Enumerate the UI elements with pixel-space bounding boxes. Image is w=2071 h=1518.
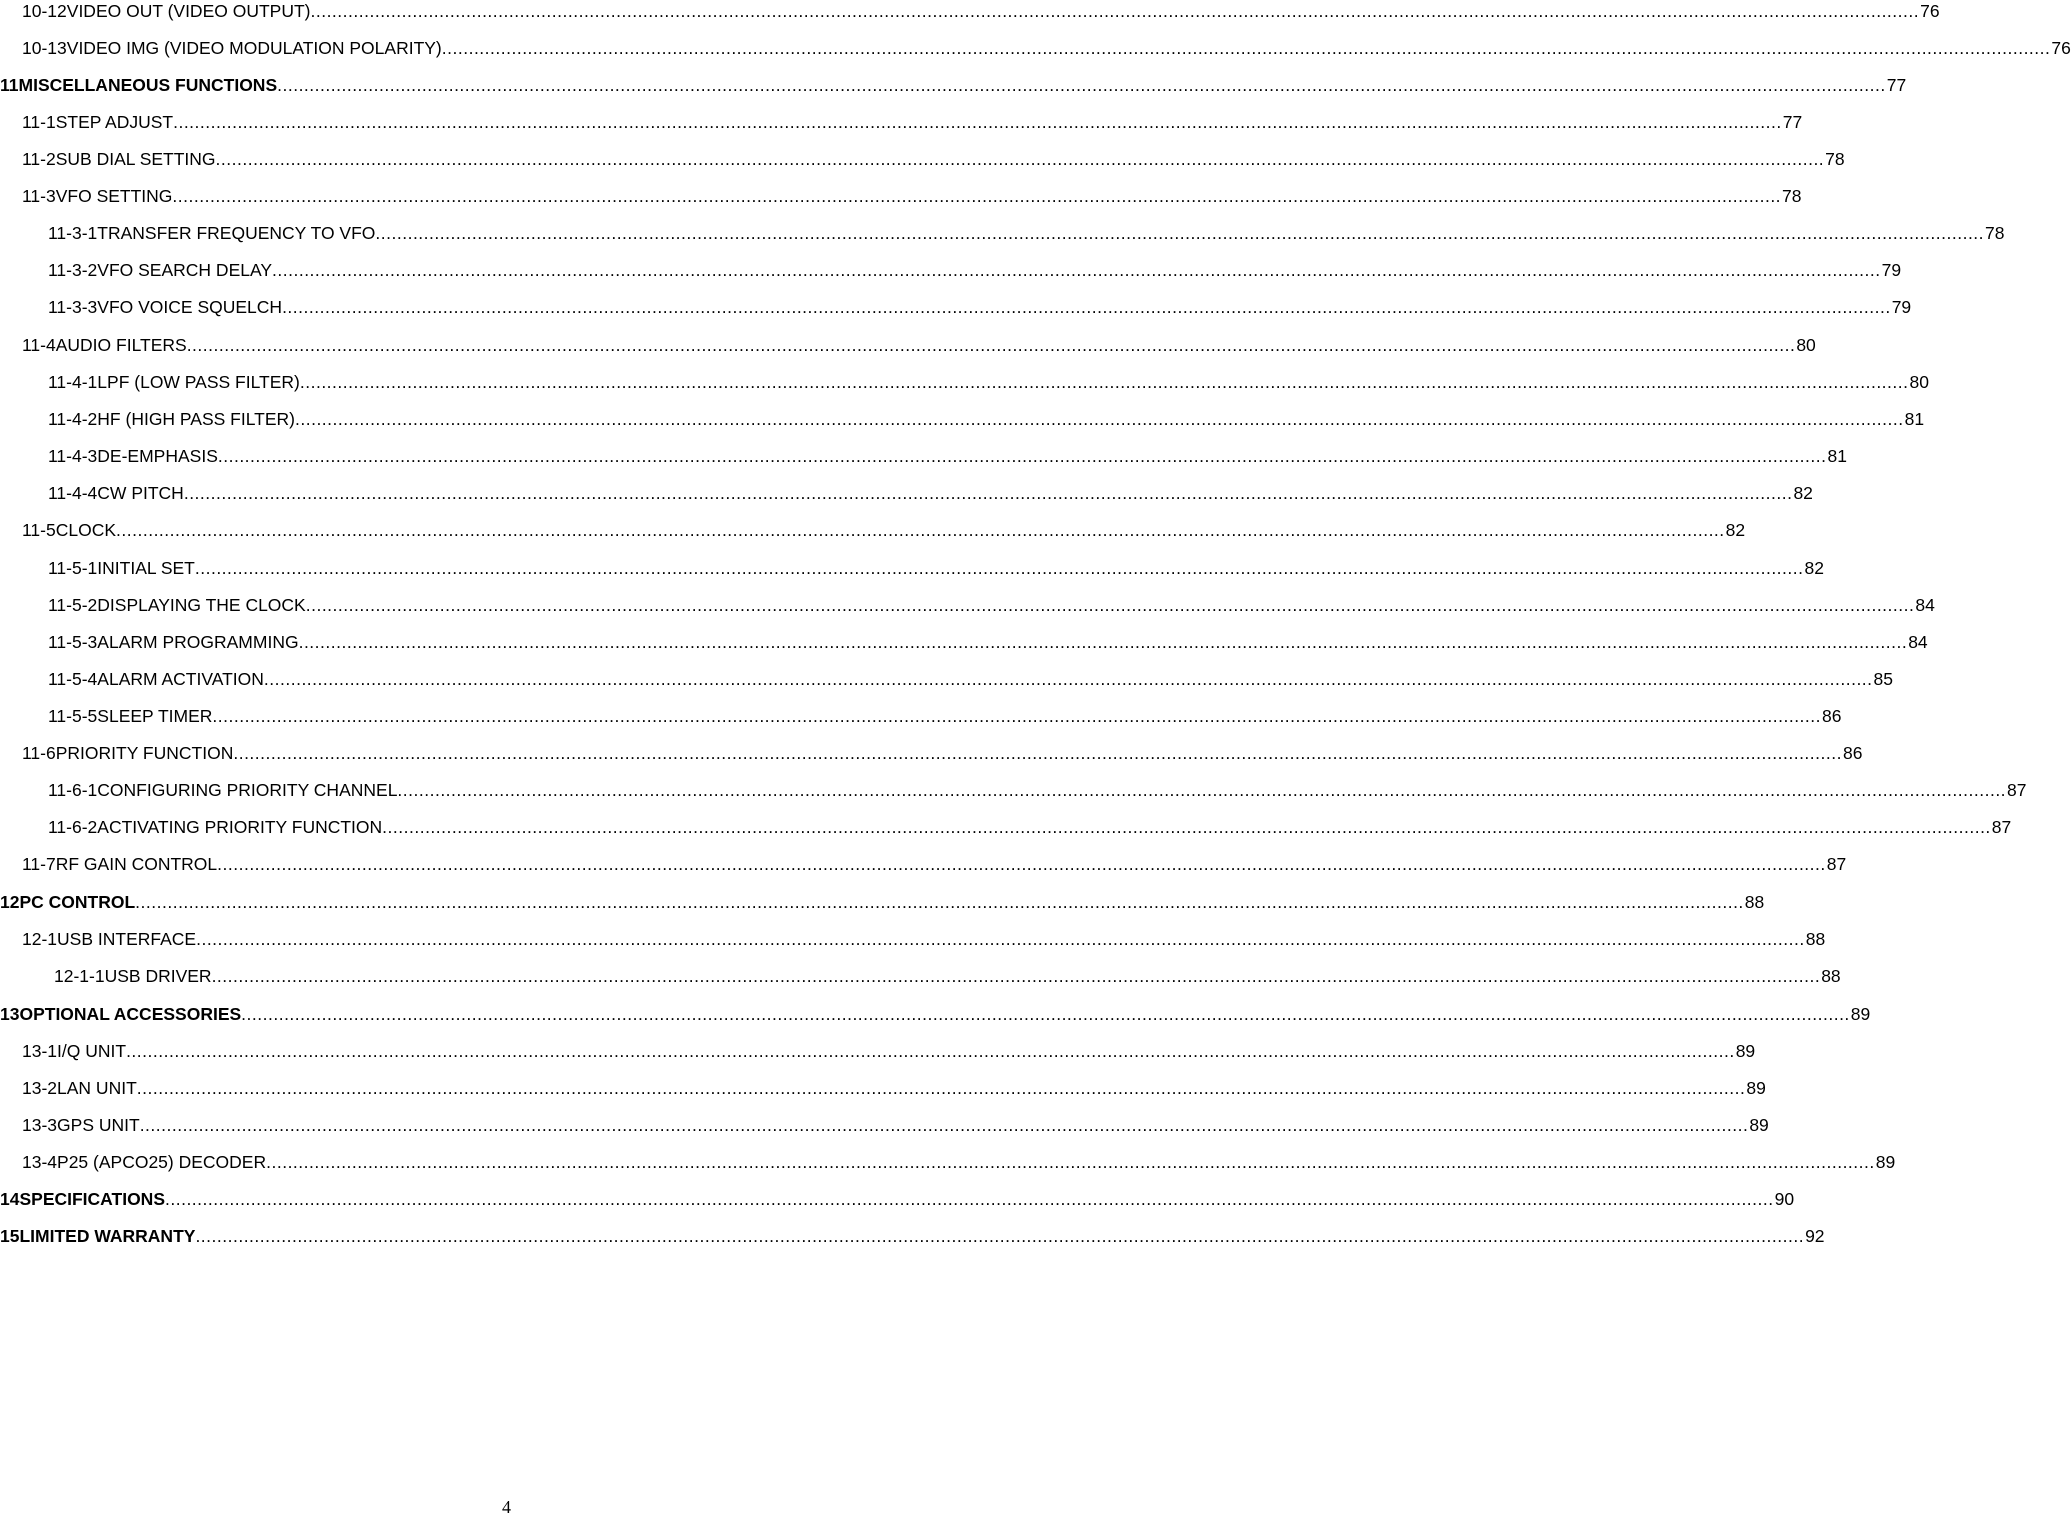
toc-entry-number: 11-6-1 [48,780,98,800]
toc-subentry[interactable] [48,297,1912,334]
toc-leader-dots: ............................................................................................................................................................................................................................................................................................................ [165,1189,1774,1209]
toc-entry-title: ACTIVATING PRIORITY FUNCTION [97,817,383,837]
toc-leader-dots: ............................................................................................................................................................................................................................................................................................................ [233,743,1842,763]
toc-entry-number: 11-5-2 [48,595,98,615]
toc-chapter-entry[interactable] [0,1189,1795,1226]
toc-entry-number: 11-6-2 [48,817,98,837]
toc-entry-number: 11 [0,75,19,95]
toc-entry[interactable] [22,929,1826,966]
toc-leader-dots: ............................................................................................................................................................................................................................................................................................................ [299,372,1909,392]
toc-entry-page: 80 [1909,372,1929,392]
toc-subentry[interactable] [48,669,1893,706]
toc-entry-number: 11-3-1 [48,223,98,243]
toc-entry-page: 88 [1805,929,1826,949]
toc-leader-dots: ............................................................................................................................................................................................................................................................................................................ [310,1,1920,21]
toc-entry-page: 89 [1749,1115,1769,1135]
toc-entry-page: 86 [1822,706,1842,726]
toc-subentry[interactable] [48,409,1925,446]
toc-entry-page: 90 [1774,1189,1795,1209]
toc-entry-title: CW PITCH [97,483,184,503]
toc-entry-number: 10-13 [22,38,67,58]
toc-subentry[interactable] [48,483,1813,520]
toc-entry-title: SUB DIAL SETTING [55,149,216,169]
toc-entry-page: 79 [1881,260,1902,280]
toc-leader-dots: ............................................................................................................................................................................................................................................................................................................ [217,446,1827,466]
toc-entry[interactable] [22,149,1845,186]
toc-entry-page: 89 [1746,1078,1766,1098]
toc-entry-title: STEP ADJUST [55,112,174,132]
toc-entry-title: CLOCK [55,520,117,540]
toc-leader-dots: ............................................................................................................................................................................................................................................................................................................ [305,595,1915,615]
toc-chapter-entry[interactable] [0,1004,1871,1041]
toc-entry[interactable] [22,743,1863,780]
toc-entry-page: 84 [1915,595,1935,615]
toc-entry-number: 11-4-1 [48,372,98,392]
toc-entry-page: 78 [1825,149,1845,169]
toc-entry-number: 13-1 [22,1041,58,1061]
toc-entry[interactable] [22,520,1746,557]
toc-entry[interactable] [22,112,1803,149]
toc-leader-dots: ............................................................................................................................................................................................................................................................................................................ [136,1078,1746,1098]
toc-entry[interactable] [22,854,1847,891]
toc-leader-dots: ............................................................................................................................................................................................................................................................................................................ [183,483,1793,503]
toc-entry-number: 11-5-4 [48,669,98,689]
toc-entry-number: 11-4-3 [48,446,98,466]
toc-entry-page: 88 [1744,892,1765,912]
toc-entry-title: GPS UNIT [57,1115,140,1135]
toc-entry-page: 80 [1796,335,1816,355]
toc-entry-number: 11-7 [22,854,56,874]
toc-entry-title: LIMITED WARRANTY [19,1226,196,1246]
toc-entry-title: DE-EMPHASIS [97,446,218,466]
toc-entry-page: 76 [2051,38,2071,58]
toc-entry-page: 92 [1805,1226,1825,1246]
toc-entry-title: SLEEP TIMER [97,706,213,726]
toc-entry-number: 13-3 [22,1115,58,1135]
toc-leader-dots: ............................................................................................................................................................................................................................................................................................................ [186,335,1796,355]
toc-chapter-entry[interactable] [0,75,1907,112]
toc-entry-page: 82 [1725,520,1746,540]
toc-entry-page: 82 [1804,558,1824,578]
toc-entry-page: 79 [1891,297,1912,317]
toc-entry-page: 87 [1826,854,1847,874]
toc-subentry[interactable] [48,780,2027,817]
toc-leader-dots: ............................................................................................................................................................................................................................................................................................................ [173,112,1782,132]
toc-entry-number: 11-5-1 [48,558,98,578]
toc-entry-title: VFO VOICE SQUELCH [97,297,283,317]
toc-entry-number: 11-6 [22,743,56,763]
toc-entry-title: VFO SETTING [55,186,173,206]
toc-entry-title: MISCELLANEOUS FUNCTIONS [18,75,278,95]
toc-entry-number: 11-5 [22,520,56,540]
toc-entry-title: AUDIO FILTERS [55,335,187,355]
toc-entry-number: 11-2 [22,149,56,169]
toc-leader-dots: ............................................................................................................................................................................................................................................................................................................ [139,1115,1749,1135]
toc-entry-number: 11-5-5 [48,706,98,726]
toc-leader-dots: ............................................................................................................................................................................................................................................................................................................ [116,520,1725,540]
toc-entry-page: 78 [1985,223,2005,243]
toc-entry-title: DISPLAYING THE CLOCK [97,595,306,615]
toc-subentry[interactable] [48,817,2012,854]
toc-entry-title: PC CONTROL [19,892,136,912]
toc-subentry[interactable] [48,632,1928,669]
toc-leader-dots: ............................................................................................................................................................................................................................................................................................................ [266,1152,1875,1172]
toc-entry-number: 13-2 [22,1078,58,1098]
toc-entry-page: 88 [1821,966,1841,986]
toc-entry-number: 11-3 [22,186,56,206]
toc-chapter-entry[interactable] [0,1226,1825,1263]
toc-entry-page: 77 [1886,75,1907,95]
toc-leader-dots: ............................................................................................................................................................................................................................................................................................................ [126,1041,1735,1061]
toc-entry-title: TRANSFER FREQUENCY TO VFO [97,223,376,243]
toc-entry-number: 13 [0,1004,20,1024]
toc-entry-title: VIDEO IMG (VIDEO MODULATION POLARITY) [66,38,442,58]
toc-entry-title: CONFIGURING PRIORITY CHANNEL [97,780,398,800]
toc-entry-page: 89 [1850,1004,1871,1024]
toc-chapter-entry[interactable] [0,892,1765,929]
toc-entry-title: LPF (LOW PASS FILTER) [97,372,300,392]
toc-entry-number: 11-1 [22,112,56,132]
toc-entry-number: 11-3-2 [48,260,98,280]
toc-entry-title: VIDEO OUT (VIDEO OUTPUT) [66,1,311,21]
toc-leader-dots: ............................................................................................................................................................................................................................................................................................................ [215,149,1825,169]
toc-entry-page: 87 [1991,817,2012,837]
toc-entry[interactable] [22,335,1816,372]
toc-leader-dots: ............................................................................................................................................................................................................................................................................................................ [397,780,2007,800]
toc-entry-number: 11-3-3 [48,297,98,317]
toc-leader-dots: ............................................................................................................................................................................................................................................................................................................ [194,558,1804,578]
toc-entry[interactable] [22,1115,1769,1152]
toc-entry-page: 86 [1842,743,1863,763]
toc-entry[interactable] [22,1152,1896,1189]
toc-entry-page: 76 [1920,1,1940,21]
toc-subentry[interactable] [48,558,1824,595]
toc-subentry[interactable] [48,372,1929,409]
toc-entry-page: 89 [1735,1041,1756,1061]
toc-subentry[interactable] [48,260,1902,297]
toc-entry-page: 78 [1782,186,1802,206]
toc-entry-page: 89 [1875,1152,1896,1172]
toc-entry-number: 11-5-3 [48,632,98,652]
toc-subentry[interactable] [54,966,1841,1003]
toc-leader-dots: ............................................................................................................................................................................................................................................................................................................ [195,1226,1805,1246]
toc-leader-dots: ............................................................................................................................................................................................................................................................................................................ [196,929,1805,949]
toc-entry-title: USB DRIVER [104,966,212,986]
toc-entry-title: I/Q UNIT [57,1041,127,1061]
toc-entry-title: OPTIONAL ACCESSORIES [19,1004,242,1024]
toc-entry[interactable] [22,1,1940,38]
toc-entry[interactable] [22,38,2071,75]
toc-subentry[interactable] [48,446,1847,483]
toc-entry-title: ALARM ACTIVATION [97,669,264,689]
toc-entry-page: 87 [2007,780,2027,800]
toc-entry-title: USB INTERFACE [57,929,197,949]
toc-entry-number: 12-1-1 [54,966,105,986]
toc-leader-dots: ............................................................................................................................................................................................................................................................................................................ [277,75,1886,95]
toc-entry-title: INITIAL SET [97,558,195,578]
toc-leader-dots: ............................................................................................................................................................................................................................................................................................................ [282,297,1891,317]
toc-entry[interactable] [22,1078,1766,1115]
toc-leader-dots: ............................................................................................................................................................................................................................................................................................................ [172,186,1782,206]
toc-subentry[interactable] [48,706,1842,743]
toc-subentry[interactable] [48,595,1935,632]
toc-entry-title: ALARM PROGRAMMING [97,632,299,652]
toc-entry-page: 81 [1827,446,1847,466]
toc-entry-number: 14 [0,1189,20,1209]
toc-leader-dots: ............................................................................................................................................................................................................................................................................................................ [135,892,1744,912]
toc-leader-dots: ............................................................................................................................................................................................................................................................................................................ [375,223,1985,243]
toc-entry-number: 10-12 [22,1,67,21]
toc-entry-title: P25 (APCO25) DECODER [57,1152,267,1172]
toc-entry-number: 13-4 [22,1152,58,1172]
toc-subentry[interactable] [48,223,2005,260]
toc-entry-number: 12 [0,892,20,912]
toc-entry-number: 12-1 [22,929,58,949]
toc-entry-page: 77 [1782,112,1803,132]
toc-entry[interactable] [22,1041,1756,1078]
toc-leader-dots: ............................................................................................................................................................................................................................................................................................................ [263,669,1873,689]
toc-entry-title: LAN UNIT [57,1078,137,1098]
toc-leader-dots: ............................................................................................................................................................................................................................................................................................................ [441,38,2051,58]
toc-leader-dots: ............................................................................................................................................................................................................................................................................................................ [217,854,1826,874]
toc-entry[interactable] [22,186,1802,223]
toc-leader-dots: ............................................................................................................................................................................................................................................................................................................ [295,409,1904,429]
toc-entry-page: 84 [1908,632,1928,652]
toc-entry-title: PRIORITY FUNCTION [55,743,234,763]
toc-leader-dots: ............................................................................................................................................................................................................................................................................................................ [298,632,1908,652]
toc-entry-page: 82 [1793,483,1813,503]
toc-entry-number: 11-4-4 [48,483,98,503]
toc-entry-number: 15 [0,1226,20,1246]
toc-leader-dots: ............................................................................................................................................................................................................................................................................................................ [211,966,1821,986]
toc-entry-number: 11-4 [22,335,56,355]
toc-leader-dots: ............................................................................................................................................................................................................................................................................................................ [382,817,1991,837]
toc-entry-number: 11-4-2 [48,409,98,429]
page-number: 4 [502,1497,511,1517]
toc-leader-dots: ............................................................................................................................................................................................................................................................................................................ [241,1004,1850,1024]
toc-entry-page: 81 [1904,409,1925,429]
toc-leader-dots: ............................................................................................................................................................................................................................................................................................................ [212,706,1822,726]
toc-entry-title: VFO SEARCH DELAY [97,260,273,280]
toc-leader-dots: ............................................................................................................................................................................................................................................................................................................ [272,260,1881,280]
toc-entry-title: SPECIFICATIONS [19,1189,165,1209]
toc-entry-title: RF GAIN CONTROL [55,854,218,874]
toc-entry-page: 85 [1873,669,1893,689]
toc-entry-title: HF (HIGH PASS FILTER) [97,409,295,429]
